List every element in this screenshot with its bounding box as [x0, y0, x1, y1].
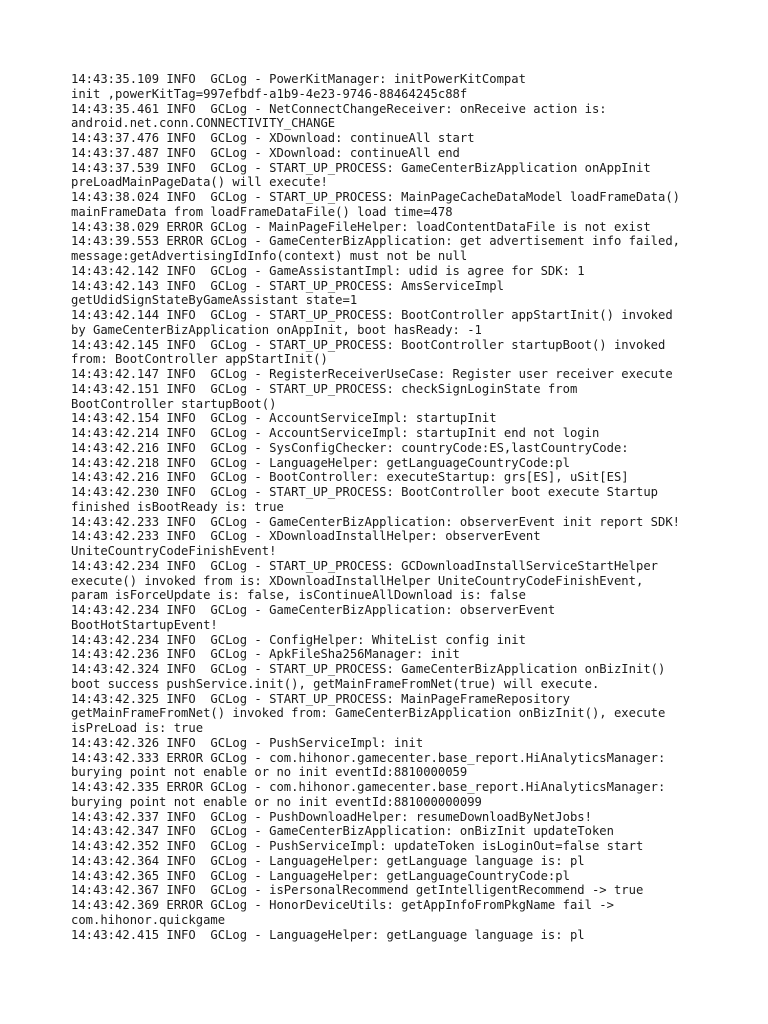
- log-line: 14:43:42.337 INFO GCLog - PushDownloadHelper: resumeDownloadByNetJobs!: [71, 809, 592, 824]
- log-line: 14:43:42.369 ERROR GCLog - HonorDeviceUtils: getAppInfoFromPkgName fail ->: [71, 898, 614, 912]
- log-line: BootController startupBoot(): [71, 396, 277, 411]
- log-line: 14:43:42.234 INFO GCLog - START_UP_PROCESS: GCDownloadInstallServiceStartHelper: [71, 558, 658, 573]
- log-line: 14:43:37.476 INFO GCLog - XDownload: continueAll start: [71, 131, 475, 145]
- log-line: 14:43:42.154 INFO GCLog - AccountServiceImpl: startupInit: [71, 411, 497, 426]
- log-line: UniteCountryCodeFinishEvent!: [71, 544, 277, 558]
- log-line: 14:43:42.214 INFO GCLog - AccountServiceImpl: startupInit end not login: [71, 426, 600, 440]
- log-line: 14:43:42.234 INFO GCLog - GameCenterBizApplication: observerEvent: [71, 603, 556, 617]
- log-line: 14:43:42.365 INFO GCLog - LanguageHelper: getLanguageCountryCode:pl: [71, 868, 570, 883]
- log-page: [71, 72, 741, 942]
- log-line: 14:43:42.335 ERROR GCLog - com.hihonor.gamecenter.base_report.HiAnalyticsManager:: [71, 780, 666, 794]
- log-line: 14:43:42.367 INFO GCLog - isPersonalRecommend getIntelligentRecommend -> true: [71, 883, 644, 898]
- log-line: 14:43:42.144 INFO GCLog - START_UP_PROCESS: BootController appStartInit() invoked: [71, 308, 673, 322]
- log-line: param isForceUpdate is: false, isContinueAllDownload is: false: [71, 588, 526, 603]
- log-line: 14:43:38.029 ERROR GCLog - MainPageFileHelper: loadContentDataFile is not exist: [71, 219, 651, 234]
- log-line: from: BootController appStartInit(): [71, 352, 328, 367]
- log-line: by GameCenterBizApplication onAppInit, boot hasReady: -1: [71, 322, 482, 337]
- log-line: boot success pushService.init(), getMainFrameFromNet(true) will execute.: [71, 676, 600, 691]
- log-line: 14:43:37.487 INFO GCLog - XDownload: continueAll end: [71, 145, 460, 160]
- log-line: mainFrameData from loadFrameDataFile() load time=478: [71, 204, 453, 219]
- log-line: 14:43:42.326 INFO GCLog - PushServiceImpl: init: [71, 735, 424, 750]
- log-line: 14:43:38.024 INFO GCLog - START_UP_PROCESS: MainPageCacheDataModel loadFrameData(): [71, 190, 681, 204]
- log-line: 14:43:42.143 INFO GCLog - START_UP_PROCESS: AmsServiceImpl: [71, 278, 504, 293]
- log-line: 14:43:42.216 INFO GCLog - SysConfigChecker: countryCode:ES,lastCountryCode:: [71, 440, 629, 455]
- log-line: 14:43:42.233 INFO GCLog - XDownloadInstallHelper: observerEvent: [71, 529, 541, 544]
- log-line: 14:43:42.236 INFO GCLog - ApkFileSha256Manager: init: [71, 647, 460, 662]
- log-line: 14:43:42.218 INFO GCLog - LanguageHelper: getLanguageCountryCode:pl: [71, 455, 570, 470]
- log-line: 14:43:37.539 INFO GCLog - START_UP_PROCESS: GameCenterBizApplication onAppInit: [71, 160, 651, 175]
- log-line: 14:43:42.216 INFO GCLog - BootController: executeStartup: grs[ES], uSit[ES]: [71, 470, 629, 485]
- log-line: finished isBootReady is: true: [71, 499, 284, 514]
- log-line: 14:43:42.142 INFO GCLog - GameAssistantImpl: udid is agree for SDK: 1: [71, 263, 585, 278]
- log-line: preLoadMainPageData() will execute!: [71, 175, 328, 190]
- log-line: message:getAdvertisingIdInfo(context) must not be null: [71, 249, 468, 263]
- log-line: 14:43:42.234 INFO GCLog - ConfigHelper: WhiteList config init: [71, 632, 526, 647]
- log-line: isPreLoad is: true: [71, 721, 204, 735]
- log-line: init ,powerKitTag=997efbdf-a1b9-4e23-9746-88464245c88f: [71, 86, 468, 101]
- log-line: getUdidSignStateByGameAssistant state=1: [71, 293, 358, 308]
- log-line: 14:43:39.553 ERROR GCLog - GameCenterBizApplication: get advertisement info failed,: [71, 234, 681, 249]
- log-line: burying point not enable or no init eventId:8810000059: [71, 765, 468, 780]
- log-line: android.net.conn.CONNECTIVITY_CHANGE: [71, 116, 336, 131]
- log-line: 14:43:35.461 INFO GCLog - NetConnectChangeReceiver: onReceive action is:: [71, 101, 607, 116]
- log-line: burying point not enable or no init eventId:881000000099: [71, 794, 482, 809]
- log-line: 14:43:42.352 INFO GCLog - PushServiceImpl: updateToken isLoginOut=false start: [71, 839, 644, 853]
- log-line: 14:43:42.347 INFO GCLog - GameCenterBizApplication: onBizInit updateToken: [71, 824, 614, 839]
- log-line: 14:43:42.364 INFO GCLog - LanguageHelper: getLanguage language is: pl: [71, 853, 585, 868]
- log-line: 14:43:42.230 INFO GCLog - START_UP_PROCESS: BootController boot execute Startup: [71, 485, 658, 499]
- log-line: 14:43:42.415 INFO GCLog - LanguageHelper: getLanguage language is: pl: [71, 927, 585, 942]
- log-line: execute() invoked from is: XDownloadInstallHelper UniteCountryCodeFinishEvent,: [71, 573, 644, 588]
- log-line: 14:43:42.151 INFO GCLog - START_UP_PROCESS: checkSignLoginState from: [71, 381, 578, 396]
- log-line: 14:43:42.147 INFO GCLog - RegisterReceiverUseCase: Register user receiver execute: [71, 367, 673, 381]
- log-line: 14:43:42.233 INFO GCLog - GameCenterBizApplication: observerEvent init report SDK!: [71, 514, 681, 529]
- log-line: getMainFrameFromNet() invoked from: GameCenterBizApplication onBizInit(), execute: [71, 706, 666, 721]
- log-line: com.hihonor.quickgame: [71, 912, 226, 927]
- log-line: 14:43:42.333 ERROR GCLog - com.hihonor.gamecenter.base_report.HiAnalyticsManager:: [71, 750, 666, 765]
- log-line: 14:43:42.325 INFO GCLog - START_UP_PROCESS: MainPageFrameRepository: [71, 691, 570, 706]
- log-line: 14:43:42.324 INFO GCLog - START_UP_PROCESS: GameCenterBizApplication onBizInit(): [71, 662, 666, 676]
- log-line: BootHotStartupEvent!: [71, 617, 218, 632]
- log-text: [71, 72, 741, 942]
- log-line: 14:43:35.109 INFO GCLog - PowerKitManager: initPowerKitCompat: [71, 72, 526, 86]
- log-line: 14:43:42.145 INFO GCLog - START_UP_PROCESS: BootController startupBoot() invoked: [71, 337, 666, 352]
